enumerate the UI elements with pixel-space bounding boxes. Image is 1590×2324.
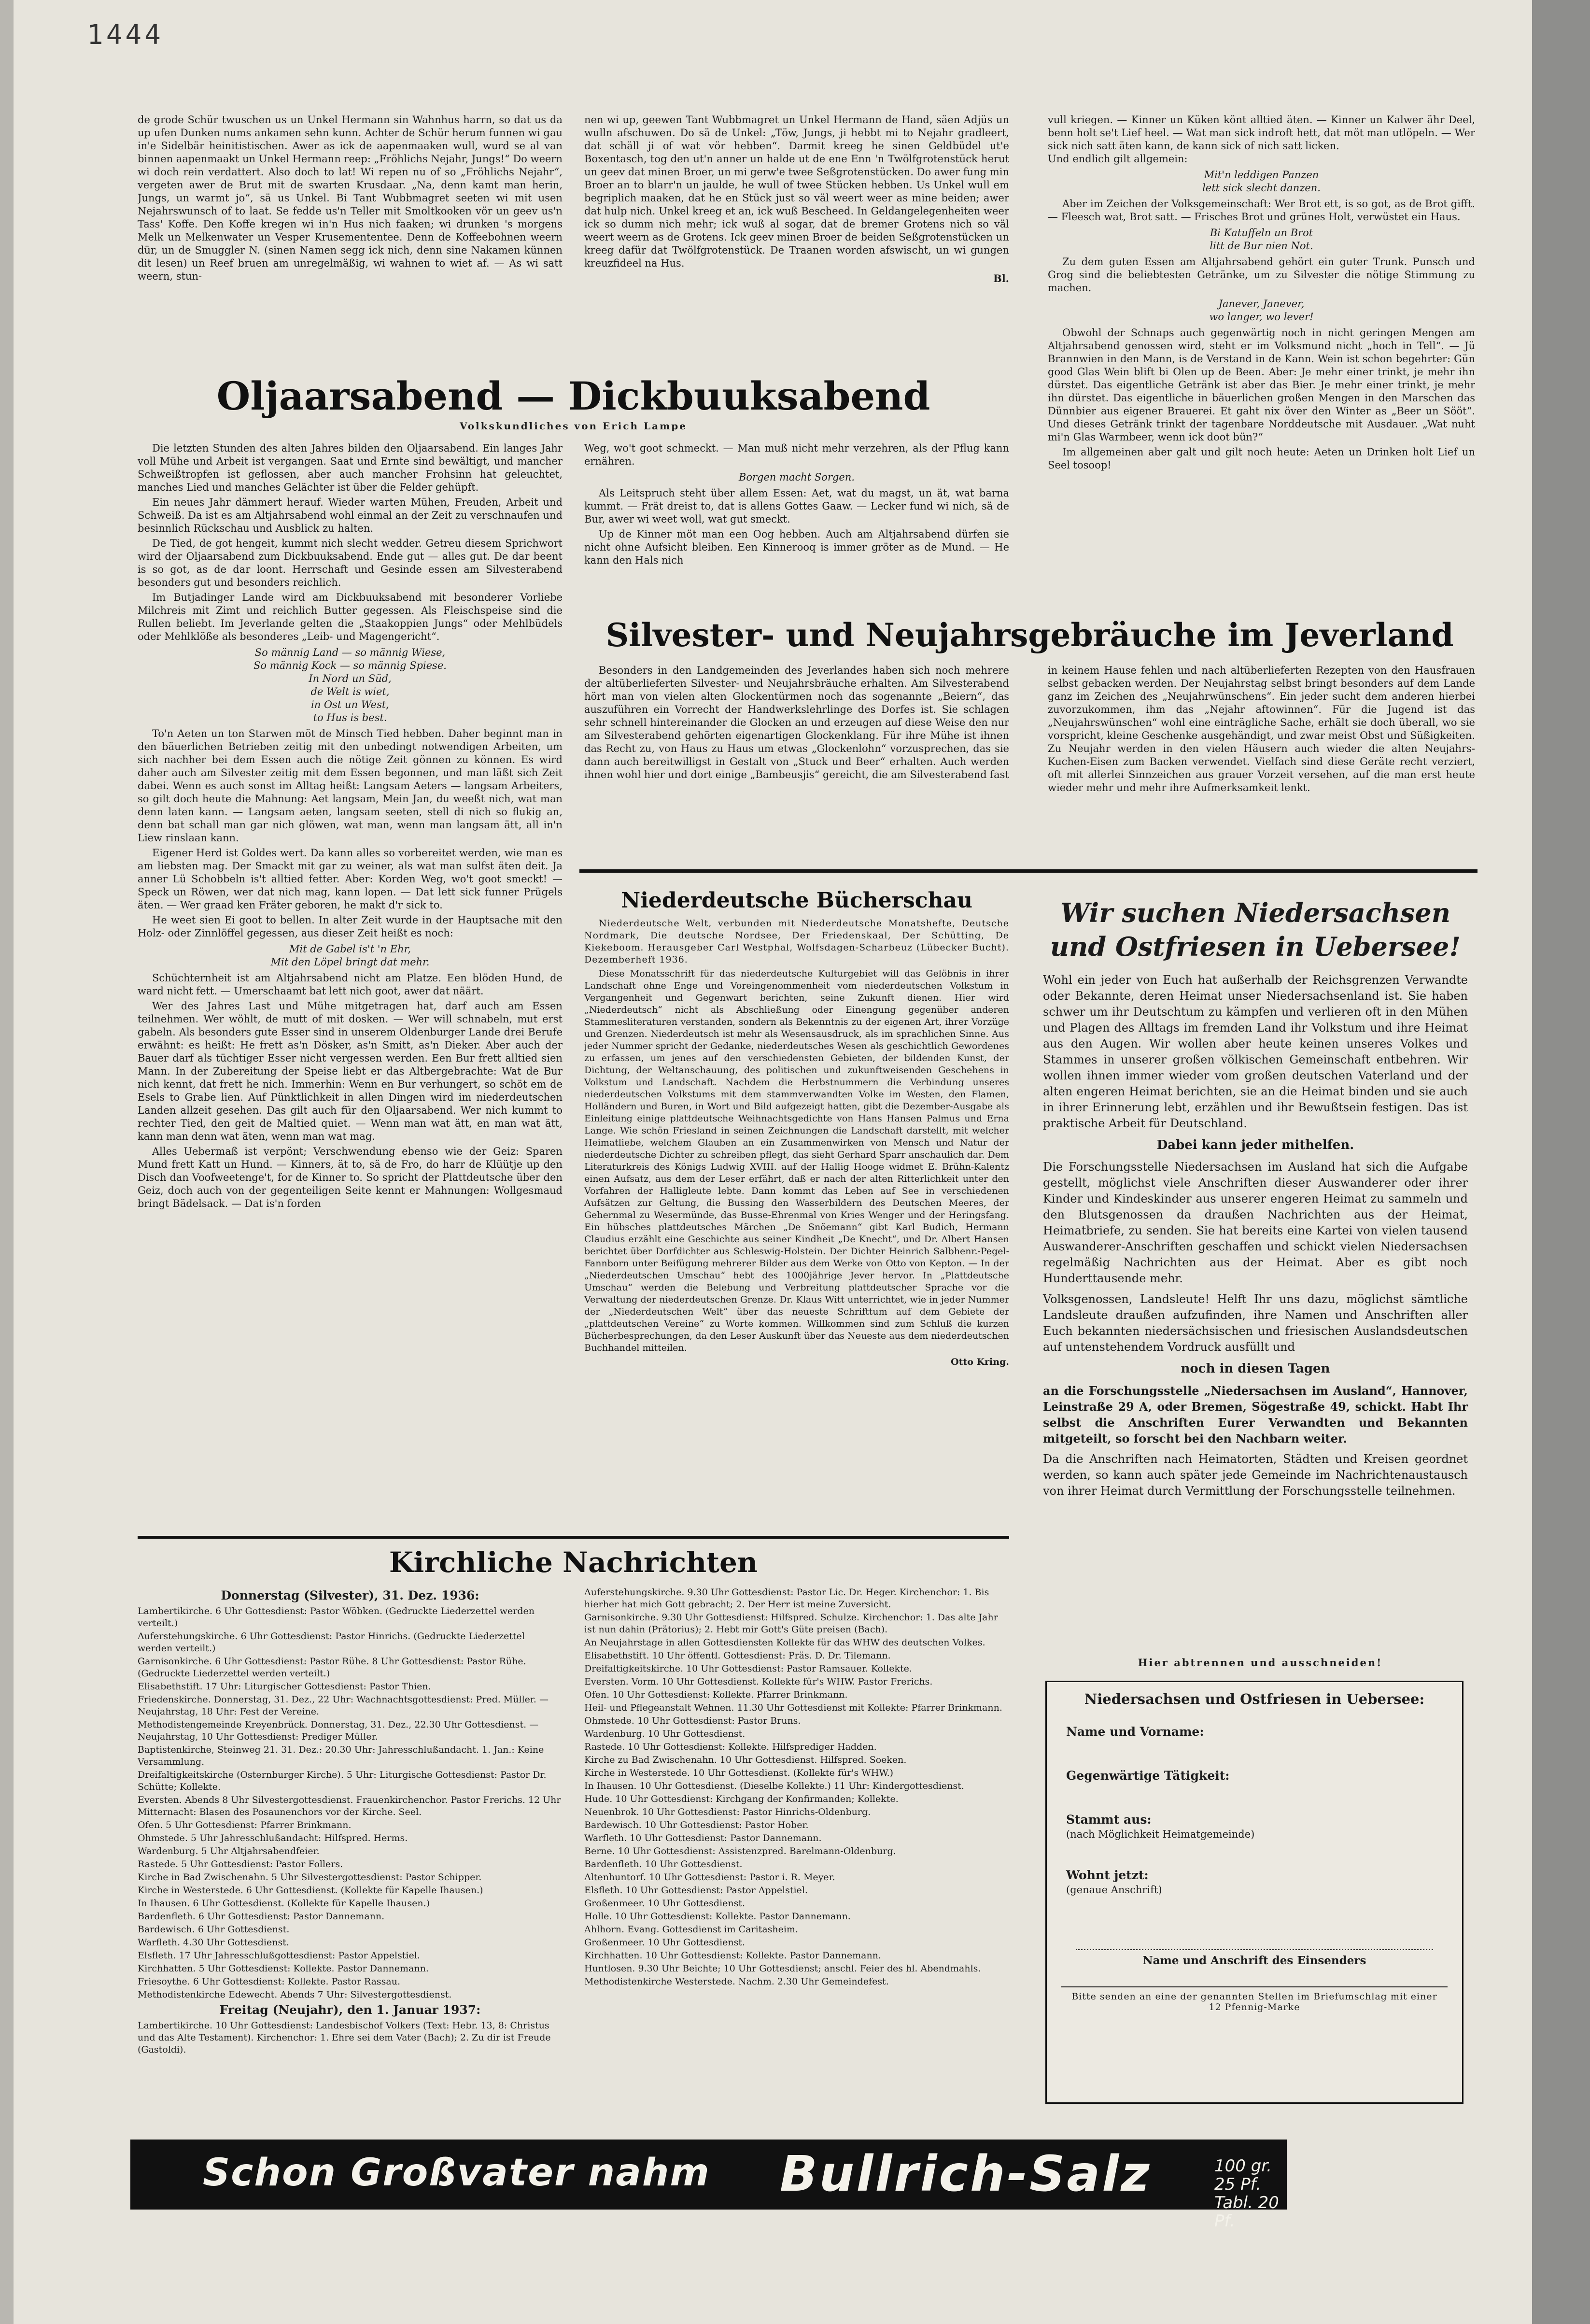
ad-prices bbox=[1214, 2157, 1287, 2230]
church-entry: Altenhuntorf. 10 Uhr Gottesdienst: Pastor i. R. Meyer. bbox=[584, 1872, 835, 1883]
intro-column-2-text: nen wi up, geewen Tant Wubbmagret un Unkel Hermann de Hand, säen Adjüs un wulln afschuwen. Do sä de Unkel: „Töw, Jungs, ji hebbt mi to Nejahr gradleert, dat schäll ji of wat vör hebben“. Darmit kreeg he sinen Geldbüdel ut'e Boxentasch, tog den ut'n anner un halde ut de ene Enn 'n Twölfgrotenstück herut un geev dat minen Broer, un mi gerw'e twee Seßgrotenstücken. Do awer fung min Broer an to blarr'n un jaulde, he wull of twee Stücken hebben. Us Unkel wull em begriplich maaken, dat he en Stück just so väl weert weer as mine beiden; awer dat hulp nich. Unkel kreeg et an, ick wuß Bescheed. In Geldangelegenheiten weer ick so dumm nich mehr; ick wuß al sogar, dat de bremer Grotens nich so väl weert weern as de Grotens. Ick geev minen Broer de beiden Seßgrotenstücken un kreeg dafür dat Twölfgrotenstück. De Traanen worden afswischt, un wi gungen kreuzfideel na Hus. bbox=[584, 114, 1009, 269]
cut-line-label: Hier abtrennen und ausschneiden! bbox=[1138, 1657, 1383, 1669]
church-entry: Kirche in Westerstede. 10 Uhr Gottesdienst. (Kollekte für's WHW.) bbox=[584, 1768, 894, 1778]
church-entry: Friesoythe. 6 Uhr Gottesdienst: Kollekte. Pastor Rassau. bbox=[138, 1976, 401, 1987]
church-entry: Eversten. Vorm. 10 Uhr Gottesdienst. Kollekte für's WHW. Pastor Frerichs. bbox=[584, 1676, 933, 1687]
church-headline: Kirchliche Nachrichten bbox=[389, 1546, 758, 1579]
church-entry: Wardenburg. 10 Uhr Gottesdienst. bbox=[584, 1729, 746, 1739]
advertisement-banner bbox=[130, 2140, 1287, 2231]
form-field-job[interactable]: Gegenwärtige Tätigkeit: bbox=[1066, 1769, 1230, 1783]
church-column-2 bbox=[584, 1587, 1009, 2123]
intro-column-3-e: Im allgemeinen aber galt und gilt noch heute: Aeten un Drinken holt Lief un Seel tosoop! bbox=[1048, 446, 1475, 471]
church-entry: Lambertikirche. 6 Uhr Gottesdienst: Pastor Wöbken. (Gedruckte Liederzettel werden verteilt.) bbox=[138, 1606, 535, 1629]
article-1-paragraph: He weet sien Ei goot to bellen. In alter Zeit wurde in der Hauptsache mit den Holz- oder Zinnlöffel gegessen, aus dieser Zeit heißt es noch: bbox=[138, 914, 563, 939]
form-title: Niedersachsen und Ostfriesen in Uebersee: bbox=[1084, 1691, 1425, 1707]
church-entry: Kirchhatten. 10 Uhr Gottesdienst: Kollekte. Pastor Dannemann. bbox=[584, 1950, 881, 1961]
article-1-paragraph: Ein neues Jahr dämmert herauf. Wieder warten Mühen, Freuden, Arbeit und Schweiß. Da ist es am Altjahrsabend wohl einmal an der Zeit zu verschnaufen und besinnlich Rückschau und Ausblick zu halten. bbox=[138, 496, 563, 534]
article-1-paragraph: Weg, wo't goot schmeckt. — Man muß nicht mehr verzehren, als der Pflug kann ernähren. bbox=[584, 442, 1009, 467]
church-entry: Rastede. 10 Uhr Gottesdienst: Kollekte. Hilfsprediger Hadden. bbox=[584, 1742, 877, 1752]
article-2-paragraph: in keinem Hause fehlen und nach altüberlieferten Rezepten von den Hausfrauen selbst gebacken werden. Der Neujahrstag selbst bringt besonders auf dem Lande ganz im Zeichen des „Neujahrwünschens“. Ein jeder sucht dem anderen hierbei zuvorzukommen, ihm das „Nejahr aftowinnen“. Für die Jugend ist das „Neujahrswünschen“ wohl eine einträgliche Sache, erhält sie doch überall, wo sie vorspricht, kleine Geschenke ausgehändigt, und zwar meist Obst und Süßigkeiten. Zu Neujahr werden in den vielen Häusern auch wieder die alten Neujahrs-Kuchen-Eisen zum Backen verwendet. Vielfach sind diese Geräte recht verziert, oft mit allerlei Sinnzeichen aus grauer Vorzeit versehen, auf die man erst heute wieder mehr und mehr ihre Aufmerksamkeit lenkt. bbox=[1048, 665, 1475, 794]
ad-price-2: Tabl. 20 Pf. bbox=[1214, 2193, 1279, 2231]
intro-column-1 bbox=[138, 113, 563, 345]
article-1-paragraph: Up de Kinner möt man een Oog hebben. Auch am Altjahrsabend dürfen sie nicht ohne Aufsicht bleiben. Een Kinnerooq is immer gröter as de Mund. — He kann den Hals nich bbox=[584, 528, 1009, 566]
article-1-paragraph: Schüchternheit ist am Altjahrsabend nicht am Platze. Een blöden Hund, de ward nicht fett. — Umerschaamt bat lett nich goot, awer dat näärt. bbox=[138, 972, 563, 997]
article-1-paragraph: To'n Aeten un ton Starwen möt de Minsch Tied hebben. Daher beginnt man in den bäuerlichen Betrieben zeitig mit den unbedingt notwendigen Arbeiten, um sich nachher bei dem Essen auch die nötige Zeit gönnen zu können. Es wird daher auch am Silvester zeitig mit dem Essen begonnen, und man läßt sich Zeit dabei. Wenn es auch sonst im Alltag heißt: Langsam Aeters — langsam Arbeiters, so gilt doch heute die Mahnung: Aet langsam, Mein Jan, du weeßt nich, wat man denn laten kann. — Langsam aeten, langsam seeten, stell di nich so flukig an, denn bat schall man gar nich glöwen, wat man, wenn man langsam ätt, all in'n Liew rinslaan kann. bbox=[138, 728, 563, 844]
sender-line[interactable] bbox=[1076, 1949, 1433, 1950]
church-column-1 bbox=[138, 1587, 563, 2123]
article-1-paragraph: Alles Uebermaß ist verpönt; Verschwendung ebenso wie der Geiz: Sparen Mund frett Katt un Hund. — Kinners, ät to, sä de Fro, do harr de Klüütje up den Disch dan Voofweetenge't, for de Kinner to. So spricht der Plattdeutsche über den Geiz, doch auch von der gegenteiligen Seite kennt er Mahnungen: Wollgesmaud bringt Bädelsack. — Dat is'n forden bbox=[138, 1146, 563, 1209]
books-headline: Niederdeutsche Bücherschau bbox=[621, 888, 972, 913]
appeal-box bbox=[1028, 886, 1482, 1625]
church-entry: Auferstehungskirche. 9.30 Uhr Gottesdienst: Pastor Lic. Dr. Heger. Kirchenchor: 1. Bis hierher hat mich Gott gebracht; 2. Der Herr ist meine Zuversicht. bbox=[584, 1587, 989, 1610]
church-entry: Bardewisch. 6 Uhr Gottesdienst. bbox=[138, 1924, 290, 1935]
church-entry: Elsfleth. 10 Uhr Gottesdienst: Pastor Appelstiel. bbox=[584, 1885, 808, 1896]
sender-label: Name und Anschrift des Einsenders bbox=[1142, 1954, 1366, 1967]
church-entry: Bardewisch. 10 Uhr Gottesdienst: Pastor Hober. bbox=[584, 1820, 809, 1830]
divider-rule bbox=[138, 1536, 1009, 1539]
article-2-column-2 bbox=[1048, 664, 1475, 862]
church-entry: Auferstehungskirche. 6 Uhr Gottesdienst: Pastor Hinrichs. (Gedruckte Liederzettel werden verteilt.) bbox=[138, 1631, 525, 1654]
church-entry: Neuenbrok. 10 Uhr Gottesdienst: Pastor Hinrichs-Oldenburg. bbox=[584, 1807, 871, 1817]
church-entry: Kirchhatten. 5 Uhr Gottesdienst: Kollekte. Pastor Dannemann. bbox=[138, 1963, 429, 1974]
intro-column-3-d: Obwohl der Schnaps auch gegenwärtig noch in nicht geringen Mengen am Altjahrsabend genossen wird, steht er im Volksmund nicht „hoch in Tell“. — Jü Brannwien in den Mann, is de Verstand in de Kann. Wein ist schon begehrter: Gün good Glas Wein blift bi Olen up de Been. Aber: Je mehr einer trinkt, je mehr ihn dürstet. Das eigentliche Getränk ist aber das Bier. Je mehr einer trinkt, je mehr ihn dürstet. Das eigentliche in bäuerlichen großen Mengen in den Marschen das Dünnbier aus eigener Brauerei. Et gaht nix över den Winter as „Beer un Sööt“. Und dieses Getränk trinkt der tagenbare Norddeutsche mit Ausdauer. „Wat nuht mi'n Glas Warmbeer, wenn ick doot bün?“ bbox=[1048, 327, 1475, 443]
church-entry: Methodistenkirche Westerstede. Nachm. 2.30 Uhr Gemeindefest. bbox=[584, 1976, 889, 1987]
intro-signature: Bl. bbox=[993, 272, 1009, 284]
church-entry: Elisabethstift. 17 Uhr: Liturgischer Gottesdienst: Pastor Thien. bbox=[138, 1681, 431, 1692]
appeal-paragraph: Da die Anschriften nach Heimatorten, Städten und Kreisen geordnet werden, so kann auch später jede Gemeinde im Nachrichtenaustausch von ihrer Heimat durch Vermittlung der Forschungsstelle teilnehmen. bbox=[1043, 1452, 1468, 1498]
appeal-subheading: Dabei kann jeder mithelfen. bbox=[1156, 1138, 1354, 1152]
appeal-title-line-2: und Ostfriesen in Uebersee! bbox=[1050, 931, 1461, 962]
church-entry: Ohmstede. 10 Uhr Gottesdienst: Pastor Bruns. bbox=[584, 1715, 801, 1726]
church-day-heading: Donnerstag (Silvester), 31. Dez. 1936: bbox=[221, 1588, 479, 1602]
church-entry: Huntlosen. 9.30 Uhr Beichte; 10 Uhr Gottesdienst; anschl. Feier des hl. Abendmahls. bbox=[584, 1963, 981, 1974]
intro-verse-2: Bi Katuffeln un Brot litt de Bur nien Not. bbox=[1210, 227, 1313, 252]
church-entry: Ofen. 5 Uhr Gottesdienst: Pfarrer Brinkmann. bbox=[138, 1820, 352, 1830]
church-entry: Eversten. Abends 8 Uhr Silvestergottesdienst. Frauenkirchenchor. Pastor Frerichs. 12 Uhr Mitternacht: Blasen des Posaunenchors vor der Kirche. Seel. bbox=[138, 1795, 561, 1817]
divider-rule bbox=[579, 869, 1477, 873]
church-entry: Kirche in Westerstede. 6 Uhr Gottesdienst. (Kollekte für Kapelle Ihausen.) bbox=[138, 1885, 483, 1896]
ad-price-1: 100 gr. 25 Pf. bbox=[1214, 2156, 1272, 2194]
church-entry: Ofen. 10 Uhr Gottesdienst: Kollekte. Pfarrer Brinkmann. bbox=[584, 1689, 848, 1700]
books-intro: Niederdeutsche Welt, verbunden mit Niederdeutsche Monatshefte, Deutsche Nordmark, Die deutsche Nordsee, Der Friedenskaal, Der Schütting, De Kiekeboom. Herausgeber Carl Westphal, Wolfsdagen-Scharbeuz (Lübecker Bucht). Dezemberheft 1936. bbox=[584, 918, 1009, 965]
appeal-paragraph: Volksgenossen, Landsleute! Helft Ihr uns dazu, möglichst sämtliche Landsleute draußen aufzufinden, ihre Namen und Anschriften aller Euch bekannten niedersächsischen und friesischen Auslandsdeutschen auf untenstehendem Vordruck ausfüllt und bbox=[1043, 1292, 1468, 1354]
church-entry: Kirche in Bad Zwischenahn. 5 Uhr Silvestergottesdienst: Pastor Schipper. bbox=[138, 1872, 482, 1883]
article-2-headline: Silvester- und Neujahrsgebräuche im Jeverland bbox=[605, 616, 1454, 654]
response-form[interactable] bbox=[1045, 1681, 1463, 2104]
article-1-verse: So männig Land — so männig Wiese, So männig Kock — so männig Spiese. In Nord un Süd, de Welt is wiet, in Ost un West, to Hus is best. bbox=[253, 647, 447, 723]
church-entry: Ahlhorn. Evang. Gottesdienst im Caritasheim. bbox=[584, 1924, 799, 1935]
scan-margin-left bbox=[0, 0, 14, 2324]
article-1-verse: Borgen macht Sorgen. bbox=[738, 471, 855, 483]
church-entry: Rastede. 5 Uhr Gottesdienst: Pastor Follers. bbox=[138, 1859, 343, 1870]
church-entry: Wardenburg. 5 Uhr Altjahrsabendfeier. bbox=[138, 1846, 320, 1856]
article-1-paragraph: Die letzten Stunden des alten Jahres bilden den Oljaarsabend. Ein langes Jahr voll Mühe und Arbeit ist vergangen. Saat und Ernte sind bewältigt, und mancher Schweißtropfen ist geflossen, aber auch mancher Frohsinn hat geleuchtet, manches Lied und manches Gelächter ist über die Felder gehüpft. bbox=[138, 442, 563, 493]
church-entry: Großenmeer. 10 Uhr Gottesdienst. bbox=[584, 1898, 746, 1909]
church-entry: Lambertikirche. 10 Uhr Gottesdienst: Landesbischof Volkers (Text: Hebr. 13, 8: Christus und das Alte Testament). Kirchenchor: 1. Ehre sei dem Vater (Bach); 2. Zu dir ist Freude (Gastoldi). bbox=[138, 2020, 551, 2055]
church-entry: Elisabethstift. 10 Uhr öffentl. Gottesdienst: Präs. D. Dr. Tilemann. bbox=[584, 1650, 891, 1661]
church-entry: An Neujahrstage in allen Gottesdiensten Kollekte für das WHW des deutschen Volkes. bbox=[584, 1637, 985, 1648]
church-entry: Warfleth. 10 Uhr Gottesdienst: Pastor Dannemann. bbox=[584, 1833, 822, 1843]
intro-column-3 bbox=[1048, 113, 1475, 601]
ad-brand: Bullrich-Salz bbox=[780, 2145, 1152, 2203]
appeal-title-line-1: Wir suchen Niedersachsen bbox=[1060, 897, 1451, 928]
church-entry: Hude. 10 Uhr Gottesdienst: Kirchgang der Konfirmanden; Kollekte. bbox=[584, 1794, 899, 1804]
church-list-1 bbox=[138, 1605, 563, 2001]
article-1-column-2 bbox=[584, 442, 1009, 601]
appeal-title bbox=[1043, 896, 1468, 964]
church-day-heading: Freitag (Neujahr), den 1. Januar 1937: bbox=[219, 2003, 481, 2017]
intro-column-2 bbox=[584, 113, 1009, 345]
intro-column-3-b: Aber im Zeichen der Volksgemeinschaft: Wer Brot ett, is so got, as de Brot gifft. — Fleesch wat, Brot satt. — Frisches Brot und grünes Holt, verwüstet ein Haus. bbox=[1048, 198, 1475, 223]
church-entry: Kirche zu Bad Zwischenahn. 10 Uhr Gottesdienst. Hilfspred. Soeken. bbox=[584, 1755, 907, 1765]
scan-margin-right bbox=[1532, 0, 1590, 2324]
church-entry: Berne. 10 Uhr Gottesdienst: Assistenzpred. Barelmann-Oldenburg. bbox=[584, 1846, 896, 1856]
church-entry: Großenmeer. 10 Uhr Gottesdienst. bbox=[584, 1937, 746, 1948]
intro-verse-3: Janever, Janever, wo langer, wo lever! bbox=[1209, 298, 1314, 323]
article-1-column-1 bbox=[138, 442, 563, 1601]
form-field-origin[interactable]: Stammt aus: bbox=[1066, 1813, 1152, 1827]
article-1-verse: Mit de Gabel is't 'n Ehr, Mit den Löpel bringt dat mehr. bbox=[270, 943, 430, 968]
intro-verse-1: Mit'n leddigen Panzen lett sick slecht danzen. bbox=[1202, 169, 1321, 194]
article-1-byline: Volkskundliches von Erich Lampe bbox=[460, 420, 687, 432]
church-entry: Warfleth. 4.30 Uhr Gottesdienst. bbox=[138, 1937, 289, 1948]
church-entry: Methodistenkirche Edewecht. Abends 7 Uhr: Silvestergottesdienst. bbox=[138, 1989, 452, 2000]
page-number: 1444 bbox=[87, 19, 164, 51]
form-field-address-note: (genaue Anschrift) bbox=[1066, 1884, 1162, 1896]
church-entry: Methodistengemeinde Kreyenbrück. Donnerstag, 31. Dez., 22.30 Uhr Gottesdienst. — Neujahrstag, 10 Uhr Gottesdienst: Prediger Müller. bbox=[138, 1719, 539, 1742]
intro-column-3-c: Zu dem guten Essen am Altjahrsabend gehört ein guter Trunk. Punsch und Grog sind die beliebtesten Getränke, um zu Silvester die nötige Stimmung zu machen. bbox=[1048, 256, 1475, 294]
church-entry: Bardenfleth. 10 Uhr Gottesdienst. bbox=[584, 1859, 743, 1870]
form-rule bbox=[1061, 1986, 1448, 1987]
ad-slogan: Schon Großvater nahm bbox=[203, 2151, 710, 2195]
church-entry: Bardenfleth. 6 Uhr Gottesdienst: Pastor Dannemann. bbox=[138, 1911, 385, 1922]
article-2-paragraph: Besonders in den Landgemeinden des Jeverlandes haben sich noch mehrere der altüberlieferten Silvester- und Neujahrsbräuche erhalten. Am Silvesterabend hört man von vielen alten Glockentürmen noch das sogenannte „Beiern“, das auszuführen ein Vorrecht der Handwerkslehrlinge des Dorfes ist. Sie schlagen sehr schnell hintereinander die Glocken an und erzeugen auf diese Weise den nur am Silvesterabend gehörten eigenartigen Glockenklang. Für ihre Mühe ist ihnen das Recht zu, von Haus zu Haus um etwas „Glockenlohn“ vorzusprechen, das sie dann auch bereitwilligst in Gestalt von „Stuck und Beer“ erhalten. Auch werden ihnen wohl hier und dort einige „Bambeusjis“ gereicht, die am Silvesterabend fast bbox=[584, 665, 1009, 780]
church-entry: Holle. 10 Uhr Gottesdienst: Kollekte. Pastor Dannemann. bbox=[584, 1911, 851, 1922]
intro-column-1-text: de grode Schür twuschen us un Unkel Hermann sin Wahnhus harrn, so dat us da up ufen Dunken nums ankamen sehn kunn. Achter de Schür herum funnen wi gau in'e Sidelbär heinitistischen. Awer as ick de aapenmaaken wull, wurd se al van binnen aapenmaakt un Unkel Hermann reep: „Fröhlichs Nejahr, Jungs!“ Do weern wi doch rein verdattert. Also doch to lat! Wi repen nu of so „Fröhlichs Nejahr“, vergeten awer de Brut mit de swarten Krusdaar. „Na, denn kamt man herin, Jungs, un warmt jo“, sä us Unkel. Bi Tant Wubbmagret seeten wi mit usen Nejahrswunsch of to laat. Se fedde us'n Teller mit Smoltkooken vör un geev us'n Tass' Koffe. Den Koffe kregen wi in'n Hus nich faaken; wi drunken 's morgens Melk un Melkenwater un Vesper Krusemententee. Denn de Koffeebohnen weern dür, un de Smuggler N. (sinen Namen segg ick nich, denn sine Nakamen künnen dit lesen) un Reef bruen am unregelmäßig, wi wahnen to wiet af. — As wi satt weern, stun- bbox=[138, 114, 563, 282]
church-entry: In Ihausen. 6 Uhr Gottesdienst. (Kollekte für Kapelle Ihausen.) bbox=[138, 1898, 430, 1909]
form-field-address[interactable]: Wohnt jetzt: bbox=[1066, 1868, 1149, 1882]
church-entry: Baptistenkirche, Steinweg 21. 31. Dez.: 20.30 Uhr: Jahresschlußandacht. 1. Jan.: Keine Versammlung. bbox=[138, 1744, 544, 1767]
appeal-deadline: noch in diesen Tagen bbox=[1181, 1361, 1330, 1376]
appeal-paragraph: Die Forschungsstelle Niedersachsen im Ausland hat sich die Aufgabe gestellt, möglichst viele Anschriften dieser Auswanderer oder ihrer Kinder und Kindeskinder aus unserer engeren Heimat zu sammeln und den Blutsgenossen da draußen Nachrichten aus der Heimat, Heimatbriefe, zu senden. Sie hat bereits eine Kartei von vielen tausend Auswanderer-Anschriften geschaffen und schickt vielen Niedersachsen regelmäßig Nachrichten aus der Heimat. Aber es gibt noch Hunderttausende mehr. bbox=[1043, 1160, 1468, 1285]
church-entry: Ohmstede. 5 Uhr Jahresschlußandacht: Hilfspred. Herms. bbox=[138, 1833, 408, 1843]
church-entry: Garnisonkirche. 6 Uhr Gottesdienst: Pastor Rühe. 8 Uhr Gottesdienst: Pastor Rühe. (Gedruckte Liederzettel werden verteilt.) bbox=[138, 1656, 526, 1679]
books-body: Diese Monatsschrift für das niederdeutsche Kulturgebiet will das Gelöbnis in ihrer Landschaft ohne Enge und Voreingenommenheit vom niederdeutschen Volkstum in Vergangenheit und Gegenwart berichten, seine Zukunft dienen. Hier wird „Niederdeutsch“ nicht als Abschließung oder Einengung gegenüber anderen Stammesliteraturen verstanden, sondern als Bekenntnis zu der eigenen Art, ihrer Vorzüge und Grenzen. Niederdeutsch ist mehr als Wesensausdruck, als im sprachlichen Sinne. Aus jeder Nummer spricht der Gedanke, niederdeutsches Wesen als geschichtlich Gewordenes zu erfassen, um jenes auf den verschiedensten Gebieten, der bildenden Kunst, der Dichtung, der Weltanschauung, des politischen und zukunftweisenden Geschehens in Volkstum und Landschaft. Nachdem die Herbstnummern die Verbindung unseres niederdeutschen Volkstums mit dem stammverwandten Volke im Westen, den Flamen, Holländern und Buren, in Wort und Bild aufgezeigt hatten, gibt die Dezember-Ausgabe als Einleitung einige plattdeutsche Weihnachtsgedichte von Hans Hansen Palmus und Erna Lange. Wie schön Friesland in seinen Zeichnungen die Landschaft darstellt, mit welcher Heimatliebe, welchem Glauben an ein Zusammenwirken von Mensch und Natur der niederdeutsche Dichter zu schreiben pflegt, das sieht Gerhard Sparr anschaulich dar. Dem Literaturkreis des Königs Ludwig XVIII. auf der Hallig Hooge widmet E. Brühn-Kalentz einen Aufsatz, aus dem der Leser erfährt, daß er nach der alten Ritterlichkeit unter den Vorfahren der Halligleute lebte. Dann kommt das Leben auf See in verschiedenen Aufsätzen zur Geltung, die Bussing den Wasserbildern des Deutschen Meeres, der Gehernmal zu Wesermünde, das Busse-Ehrenmal von Kries Wenger und der Heringsfang. Ein hübsches plattdeutsches Märchen „De Snöemann“ gibt Karl Budich, Hermann Claudius erzählt eine Geschichte aus seiner Kindheit „De Knecht“, und Dr. Albert Hansen berichtet über Dorfdichter aus Schleswig-Holstein. Der Dichter Heinrich Salbhenr.-Pegel-Fannborn unter Beifügung mehrerer Bilder aus dem Werke von Otto von Kepton. — In der „Niederdeutschen Umschau“ hebt des 1000jährige Jever hervor. In „Plattdeutsche Umschau“ werden die Belebung und Verbreitung plattdeutscher Sprache vor die Verwaltung der niederdeutschen Grenze. Dr. Klaus Witt unterrichtet, wie in jeder Nummer der „Niederdeutschen Welt“ über das neueste Schrifttum auf dem Gebiete der „plattdeutschen Vereine“ zu Worte kommen. Willkommen sind zum Schluß die kurzen Bücherbesprechungen, da den Leser Auskunft über das Neueste aus dem niederdeutschen Buchhandel mitteilen. bbox=[584, 968, 1009, 1353]
article-1-paragraph: De Tied, de got hengeit, kummt nich slecht wedder. Getreu diesem Sprichwort wird der Oljaarsabend zum Dickbuuksabend. Ende gut — alles gut. De dar beent is so got, as de dar loont. Herrschaft und Gesinde essen am Silvesterabend besonders gut und besonders reichlich. bbox=[138, 538, 563, 588]
books-column bbox=[584, 918, 1009, 1531]
church-entry: Dreifaltigkeitskirche (Osternburger Kirche). 5 Uhr: Liturgische Gottesdienst: Pastor Dr. Schütte; Kollekte. bbox=[138, 1770, 547, 1792]
appeal-paragraph: Wohl ein jeder von Euch hat außerhalb der Reichsgrenzen Verwandte oder Bekannte, deren Heimat unser Niedersachsenland ist. Sie haben schwer um ihr Deutschtum zu kämpfen und verlieren oft in den Mühen und Plagen des Alltags im fremden Land ihr Volkstum und ihre Heimat aus den Augen. Wir wollen aber heute keinen unseres Volkes und Stammes in unserer großen völkischen Gemeinschaft entbehren. Wir wollen ihnen immer wieder vom großen deutschen Vaterland und der alten engeren Heimat berichten, sie an die Heimat binden und sie auch in ihrer Erinnerung lebt, erzählen und ihr Bewußtsein festigen. Das ist praktische Arbeit für Deutschland. bbox=[1043, 973, 1468, 1130]
article-1-paragraph: Wer des Jahres Last und Mühe mitgetragen hat, darf auch am Essen teilnehmen. Wer wöhlt, de mutt of mit dosken. — Wer will schnabeln, mut erst gabeln. Als besonders gute Esser sind in unserem Oldenburger Lande drei Berufe erwähnt: es heißt: He frett as'n Dösker, as'n Smitt, as'n Dieker. Aber auch der Bauer darf als tüchtiger Esser nicht vergessen werden. Een Bur frett alltied sien Mann. In der Zubereitung der Speise liebt er das Altbergebrachte: Wat de Bur nich kennt, dat frett he nich. Immerhin: Wenn en Bur verhungert, so schöt em de Esels to Grabe lien. Auf Pünktlichkeit in allen Dingen wird im niederdeutschen Landen allzeit gesehen. Das gilt auch für den Oljaarsabend. Wer nich kummt to rechter Tied, den geit de Maltied quiet. — Wenn man wat ätt, en man wat ätt, kann man denn wat äten, wenn man wat mag. bbox=[138, 1000, 563, 1142]
appeal-paragraph: an die Forschungsstelle „Niedersachsen im Ausland“, Hannover, Leinstraße 29 A, oder Bremen, Sögestraße 49, schickt. Habt Ihr selbst die Anschriften Eurer Verwandten und Bekannten mitgeteilt, so forscht bei den Nachbarn weiter. bbox=[1043, 1384, 1468, 1445]
books-signature: Otto Kring. bbox=[951, 1357, 1009, 1367]
article-1-paragraph: Im Butjadinger Lande wird am Dickbuuksabend mit besonderer Vorliebe Milchreis mit Zimt und reichlich Butter gegessen. Als Fleischspeise sind die Rullen beliebt. Im Jeverlande gelten die „Staakoppien Jungs“ oder Mehlbüdels oder Mehlklöße als besonderes „Leib- und Magengericht“. bbox=[138, 592, 563, 642]
church-entry: Dreifaltigkeitskirche. 10 Uhr Gottesdienst: Pastor Ramsauer. Kollekte. bbox=[584, 1663, 912, 1674]
article-1-paragraph: Eigener Herd ist Goldes wert. Da kann alles so vorbereitet werden, wie man es am liebsten mag. Der Smackt mit gar zu weiner, als wat man sulfst äten deit. Ja anner Lü Schobbeln is't alltied fetter. Aber: Korden Weg, wo't goot smeckt! — Speck un Röwen, wer dat nich mag, kann lopen. — Dat lett sick funner Prügels äten. — Wer graad ken Fräter geboren, he makt d'r sick to. bbox=[138, 847, 563, 911]
church-entry: Friedenskirche. Donnerstag, 31. Dez., 22 Uhr: Wachnachtsgottesdienst: Pred. Müller. — Neujahrstag, 18 Uhr: Fest der Vereine. bbox=[138, 1694, 549, 1717]
church-entry: In Ihausen. 10 Uhr Gottesdienst. (Dieselbe Kollekte.) 11 Uhr: Kindergottesdienst. bbox=[584, 1781, 964, 1791]
article-1-paragraph: Als Leitspruch steht über allem Essen: Aet, wat du magst, un ät, wat barna kummt. — Frät dreist to, dat is allens Gottes Gaaw. — Lecker fund wi nich, sä de Bur, awer wi weet woll, wat gut smeckt. bbox=[584, 487, 1009, 525]
church-entry: Heil- und Pflegeanstalt Wehnen. 11.30 Uhr Gottesdienst mit Kollekte: Pfarrer Brinkmann. bbox=[584, 1702, 1002, 1713]
article-1-headline: Oljaarsabend — Dickbuuksabend bbox=[216, 373, 930, 419]
form-field-origin-note: (nach Möglichkeit Heimatgemeinde) bbox=[1066, 1828, 1255, 1840]
form-footnote: Bitte senden an eine der genannten Stellen im Briefumschlag mit einer 12 Pfennig-Marke bbox=[1071, 1991, 1437, 2012]
church-entry: Elsfleth. 17 Uhr Jahresschlußgottesdienst: Pastor Appelstiel. bbox=[138, 1950, 420, 1961]
intro-column-3-text: vull kriegen. — Kinner un Küken könt alltied äten. — Kinner un Kalwer ähr Deel, benn holt se't Lief heel. — Wat man sick indroft hett, dat möt man utlöpeln. — Wer sick nich satt äten kann, de kann sick of nich satt licken. Und endlich gilt allgemein: bbox=[1048, 114, 1475, 165]
article-2-column-1 bbox=[584, 664, 1009, 862]
church-entry: Garnisonkirche. 9.30 Uhr Gottesdienst: Hilfspred. Schulze. Kirchenchor: 1. Das alte Jahr ist nun dahin (Prätorius); 2. Hebt mir Gott's Güte preisen (Bach). bbox=[584, 1612, 998, 1635]
form-field-name[interactable]: Name und Vorname: bbox=[1066, 1725, 1204, 1739]
